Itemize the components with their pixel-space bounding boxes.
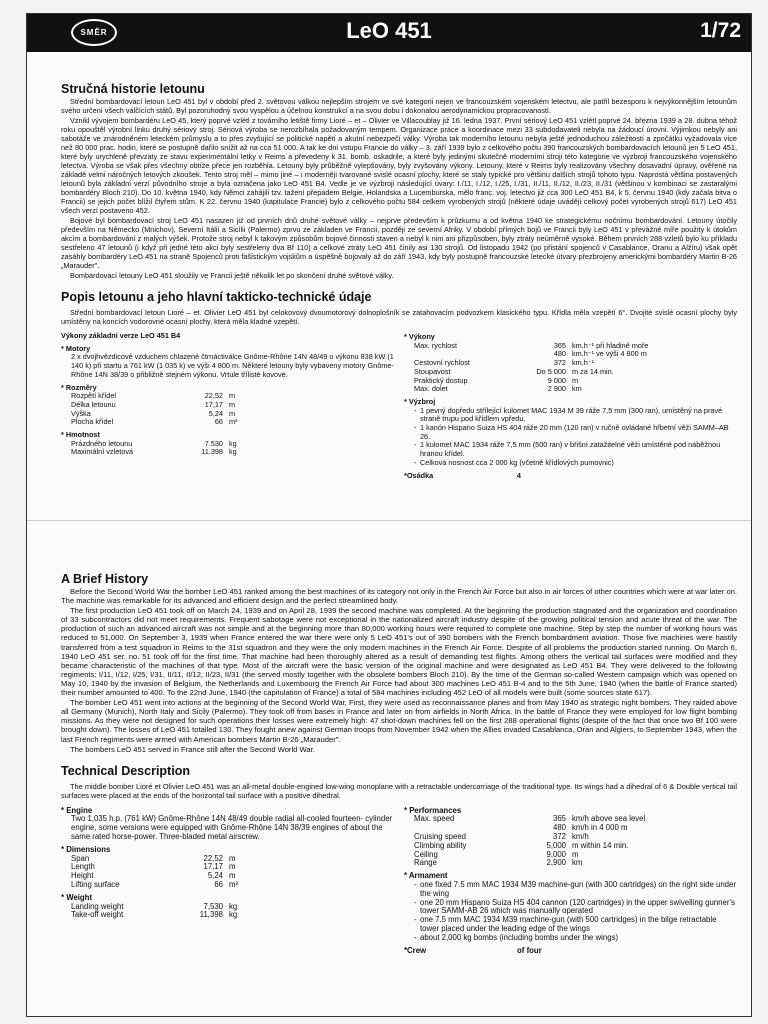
english-weights-title: * Weight [61, 894, 394, 903]
spec-row [61, 448, 394, 457]
czech-dims-title: * Rozměry [61, 384, 394, 393]
spec-label: Landing weight [71, 901, 124, 911]
list-item: - 1 kulomet MAC 1934 ráže 7,5 mm (500 ran) v břišní zatažitelné věži umístěné pod náběžnou hranou křídel. [414, 441, 737, 458]
spec-unit: kg [229, 447, 237, 457]
czech-specs-subheading: Výkony základní verze LeO 451 B4 [61, 331, 181, 340]
czech-specs-right [404, 329, 737, 480]
spec-label: Rozpětí křídel [71, 391, 117, 401]
spec-unit: m [229, 862, 236, 872]
spec-label: Cruising speed [414, 832, 467, 842]
spec-value: 22,52 [203, 853, 223, 863]
spec-value: 66 [214, 880, 223, 890]
spec-value: 480 [552, 823, 566, 833]
spec-row [404, 842, 737, 851]
spec-label: Max. dolet [414, 384, 448, 394]
spec-row [61, 863, 394, 872]
spec-value: 7,530 [203, 901, 223, 911]
spec-unit: kg [229, 910, 238, 920]
english-technical [61, 764, 737, 956]
spec-unit: m [229, 871, 236, 881]
spec-label: Height [71, 871, 94, 881]
crew-value: of four [517, 945, 542, 955]
spec-label: Plocha křídel [71, 417, 114, 427]
czech-perf-title: * Výkony [404, 333, 737, 342]
model-scale: 1/72 [700, 19, 741, 42]
spec-value: 66 [214, 417, 223, 427]
czech-crew-row [404, 472, 737, 481]
spec-unit: km.h⁻¹ při hladině moře [572, 340, 649, 350]
spec-label: Climbing ability [414, 840, 467, 850]
spec-row [404, 859, 737, 868]
spec-row [61, 881, 394, 890]
spec-value: Do 5 000 [536, 366, 566, 376]
spec-value: 17,17 [204, 399, 223, 409]
english-perf-title: * Performances [404, 807, 737, 816]
spec-value: 5,24 [208, 408, 223, 418]
spec-unit: m [229, 399, 236, 409]
spec-value: 5,000 [546, 840, 566, 850]
english-history-heading: A Brief History [61, 572, 149, 586]
spec-row [61, 855, 394, 864]
spec-unit: km.h⁻¹ ve výši 4 800 m [572, 349, 647, 359]
spec-label: Délka letounu [71, 399, 116, 409]
spec-value: 5,24 [207, 871, 223, 881]
spec-value: 9,000 [546, 849, 566, 859]
spec-label: Take-off weight [71, 910, 124, 920]
czech-weights-title: * Hmotnost [61, 431, 394, 440]
czech-engine-text: 2 x dvojhvězdicové vzduchem chlazené čtrnáctiválce Gnôme-Rhône 14N 48/49 o výkonu 838 kW (1 140 k) při startu a 761 kW (1 035 k) ve výši 4 800 m. Některé letouny byly vybaveny motory Gnôme-Rhône 14N 38/39 o přibližně stejném výkonu. Vrtule třílisté kovové. [71, 352, 394, 379]
czech-history-heading: Stručná historie letounu [61, 82, 205, 96]
logo-text: SMĚR [80, 28, 108, 37]
czech-section [61, 58, 737, 480]
list-item: - 1 pevný dopředu střílející kulomet MAC 1934 M 39 ráže 7,5 mm (300 ran), umístěný na pravé straně trupu pod křídlem vpředu. [414, 407, 737, 424]
english-history-paragraph: The bombers LeO 451 served in France still after the Second World War. [70, 744, 315, 754]
spec-value: 7.530 [204, 438, 223, 448]
spec-unit: m² [229, 880, 239, 890]
spec-value: 2 900 [547, 384, 566, 394]
spec-label: Prázdného letounu [71, 438, 133, 448]
english-arm-title: * Armament [404, 872, 737, 881]
spec-value: 22,52 [204, 391, 223, 401]
english-technical-intro: The middle bomber Lioré et Olivier LeO 451 was an all-metal double-engined low-wing monoplane with a retractable undercarriage of the traditional type. Its wings had a dihedral of 6 & Double vertical tail surfaces were placed at the ends of the horizontal tail surface with a positive dihedral. [61, 781, 737, 800]
spec-unit: kg [229, 901, 238, 911]
english-specs-right [404, 803, 737, 956]
spec-value: 480 [553, 349, 566, 359]
spec-label: Praktický dostup [414, 375, 468, 385]
list-item: - about 2,000 kg bombs (including bombs under the wings) [414, 934, 737, 943]
spec-label: Cestovní rychlost [414, 358, 470, 368]
spec-row [404, 385, 737, 394]
crew-label: * Crew [407, 945, 427, 955]
spec-value: 2,900 [546, 858, 566, 868]
spec-value: 365 [552, 814, 566, 824]
english-dims-title: * Dimensions [61, 846, 394, 855]
spec-value: 11.398 [201, 447, 223, 457]
czech-specs [61, 329, 737, 480]
spec-label: Max. rychlost [414, 340, 457, 350]
spec-unit: m within 14 min. [572, 840, 629, 850]
english-technical-heading: Technical Description [61, 763, 190, 778]
header-bar [27, 14, 751, 52]
spec-label: Lifting surface [71, 880, 120, 890]
spec-unit: m za 14 min. [572, 366, 614, 376]
crew-value: 4 [516, 470, 521, 480]
english-history [61, 572, 737, 754]
spec-row [404, 359, 737, 368]
czech-history-paragraph: Vznikl vývojem bombardéru LeO 45, který poprvé vzlétl z továrního letiště firmy Lioré – et – Olivier ve Villacoublay již 16. ledna 1937. První sériový LeO 451 vzlétl poprvé 24. března 1939 a 28. dubna téhož roku opouštěl výrobní linku druhý sériový stroj. Sériová výroba se nerozbíhala požadovaným tempem. Organizace práce a koordinace mezi 33 subdodavateli nebyla na žádoucí úrovni. Výjimkou nebyly ani sabotáže ve znárodněném leteckém průmyslu a to přes zvyšující se politické napětí a akutní nebezpečí války. Výroba tak moderního letounu nebyla ještě jednoduchou záležitostí a zpočátku vyžadovala více než 80 000 prac. hodin, které se postupně dařilo snížit až na cca 51 000. A tak ke dni vstupu Francie do války – 3. září 1939 bylo z celkového počtu 390 francouzských bombardovacích letounů jen 5 LeO 451, které byly urychleně převzaty ze stavu experimentální letky v Reims a převedeny k 31. bomb. oskadrile, a které byly jedinými skutečně moderními stroji této kategorie ve výzbroji francouzského vojenského letectva. Výroba se však přes všechny obtíže přece jen rozběhla. Letouny byly průběžně vylepšovány, byly zvyšovány výkony. Letouny, které v Reims byly realizovány všechny dosavadní úpravy, ověřené na základě velmi náročných letových zkoušek. Tento stroj měl – mimo jiné – i moderněji tvarované svislé ocasní plochy, které se staly typické pro většinu dalších strojů tohoto typu. Naprostá většina postavených letounů byla základní verzí původního stroje a byla označena jako LeO 451 B4. Vedle je ve výzbroji následující úvary: I./11, I./12, I./25, I./31, II./11, II./12, II./23, II./31 (většinou v kombinaci se zastaralými bombardéry Bloch 210). Do 10. května 1940, kdy Němci zahájili tzv. tažení přepadem Belgie, Holandska a Lucemburska, mělo franc. voj. letectvo již cca 300 LeO 451 B4, k 5. červnu 1940 (kdy začala bitva o Francii) se jejich počet blížil čtyřem stům. K 22. červnu 1940 (kapitulace Francie) bylo z celkového počtu 584 celkem vyrobených strojů (některé údaje uvádějí celkový počet vyrobených strojů 617) LeO 451 všech verzí postaveno 452. [61, 116, 737, 215]
instruction-sheet [26, 13, 752, 1017]
spec-row [404, 377, 737, 386]
list-item: - one 7.5 mm MAC 1934 M39 machine-gun (with 500 cartridges) in the bilge retractable tower placed under the leading edge of the wings [414, 916, 737, 934]
english-crew-row [404, 947, 737, 956]
fold-line [27, 520, 751, 521]
czech-history-paragraph: Střední bombardovací letoun LeO 451 byl v období před 2. světovou válkou nejlepším strojem ve své kategorii nejen ve francouzském vojenském letectvu, ale patřil bezesporu k nejvýkonnějším letounům svého určení všech válčících států. Byl pozoruhodný svou vyspělou a účelnou konstrukcí a na svou dobu i dokonalou aerodynamickou propracovaností. [61, 97, 737, 115]
english-history-paragraph: The first production LeO 451 took off on March 24, 1939 and on April 28, 1939 the second machine was completed. At the beginning the production stagnated and the organization and coordination of 33 subcontractors did not meet requirements. Frequent sabotage were not exceptional in the nationalized aircraft industry despite of the growing political tension and acute threat of the war. The production of such an advanced aircraft was not simple and at the beginning more than 80,000 working hours were required to complete one machine. Step by step the number of working hours was reduced to 51,000. On September 3, 1939 when France entered the war there were only 5 LeO 451's out of 390 bombers with the French bombardment aviation. Those five machines were hastily transferred from a test squadron in Reims to the 31st squadron and they were the only modern machines in the French Air Force. Despite of all problems the production started running. On March 6, 1940 LeO 451 ser. no. 51 took off for the first time. That machine had been thoroughly altered as a result of demanding test flights. Among others the vertical tail surfaces were modified and they became characteristic of the machines of that type. Most of the aircraft were the basic version of the original machine and were designated as LeO 451 B4. They were delivered to the following regiments: I/11, I/12, I/25, I/31, II/11, II/12, II/23, II/31 (the served mostly together with the obsolete bombers Bloch 210). By the time of the German so-called Western campaign which was opened on May 10, 1940 by the invasion of Belgium, the Netherlands and Luxembourg the French Air Force had about 300 machines LeO 451 B-4 and to the 5th June, 1940 (when the battle of France started) their number amounted to 400. To the 22nd June, 1940 (the capitulation of France) a total of 584 machines including 452 LeO of all models were built (some sources state 617). [61, 606, 737, 698]
list-item: - Celková nosnost cca 2 000 kg (včetně křídlových pumovnic) [414, 459, 737, 468]
spec-label: Range [414, 858, 437, 868]
english-engine-text: Two 1,035 h.p. (761 kW) Gnôme-Rhône 14N 48/49 double radial all-cooled fourteen- cylinder engine, some versions were equipped with Gnôme-Rhône 14N 38/39 engines of about the same rated horse-power. Three-bladed metal airscrew. [71, 814, 393, 842]
english-specs-left [61, 803, 394, 956]
spec-unit: km [572, 384, 582, 394]
list-item: - one 20 mm Hispano Suiza HS 404 cannon (120 cartridges) in the upper swivelling gunner's tower SAMM-AB 26 which was manually operated [414, 899, 737, 917]
crew-label: * Osádka [406, 470, 434, 480]
spec-unit: m² [229, 417, 238, 427]
spec-unit: m [572, 849, 579, 859]
czech-arm-title: * Výzbroj [404, 398, 737, 407]
spec-label: Stoupavost [414, 366, 451, 376]
spec-row [404, 851, 737, 860]
spec-unit: km [572, 858, 583, 868]
list-item: - one fixed 7.5 mm MAC 1934 M39 machine-gun (with 300 cartridges) on the right side under the wing [414, 881, 737, 899]
spec-unit: m [229, 853, 236, 863]
spec-row [404, 815, 737, 824]
spec-label: Length [71, 862, 95, 872]
spec-label: Max. speed [414, 814, 455, 824]
english-arm-list [404, 881, 737, 943]
spec-label: Výška [71, 408, 91, 418]
english-history-paragraph: The bomber LeO 451 went into actions at the beginning of the Second World War. First, they were used as reconnaissance planes and from May 1940 as strategic night bombers. They raided above all Germany (Munich), North Italy and Sicily (Palermo). They took off from bases in France and later on from airfields in North Africa. In the battle of France they were employed for low flight bombing missions. As they were not designed for such operations their losses were extremely high: 47 shot-down machines fell on the first 288 operational flights (despite of the fact that once two Bf 100 were brought down). The losses of LeO 451 totalled 130. They fought anew against German troops from November 1942 when the Allies invaded Casablanca, Oran and Algiers, to September 1943, when the last French regiments were armed with American bombers Martin B-26 „Marauder". [61, 698, 737, 744]
czech-specs-left [61, 329, 394, 480]
czech-history-paragraph: Bojové byl bombardovací stroj LeO 451 nasazen již od prvních dnů druhé světové války – nejprve především k průzkumu a od května 1940 ke strategickému nočnímu bombardování. Letouny útočily především na Německo (Mnichov), Severní Itálii a Sicílii (Palermo) zprvu ze základen ve Francii, později ze severní Afriky. V období přímých bojů ve Francii byly LeO 451 v převážné míře použity k útokům akcím a bombardování z malých výšek. Protože stroj nebyl k takovým způsobům bojové činnosti staven a nebyl k nim ani přizpůsoben, byly ztráty neúměrně vysoké. Během prvních 288 vzletů bylo ku příkladu sestřeleno 47 letounů (i když při jedné této akci byly sestřeleny dva Bf 110) a celkové ztráty LeO 451 činily asi 130 strojů. Od listopadu 1942 (po přistání spojenců v Casablance, Oranu a Alžíru) však opět zasáhly bombardéry LeO 451 na straně Spojenců proti fašistickým vojskům a úspěšně bojovaly až do září 1943, kdy byly postupně francouzské letecké útvary přezbrojeny americkými bombardéry Martin B-26 „Marauder". [61, 216, 737, 270]
czech-arm-list [404, 407, 737, 468]
spec-unit: m [229, 391, 236, 401]
spec-unit: m [572, 375, 579, 385]
spec-value: 372 [553, 358, 566, 368]
czech-history-paragraph: Bombardovací letouny LeO 451 sloužily ve Francii ještě několik let po skončení druhé světové války. [70, 271, 394, 280]
spec-row [61, 418, 394, 427]
english-specs [61, 803, 737, 956]
spec-label: Span [71, 853, 90, 863]
english-history-paragraph: Before the Second World War the bomber LeO 451 ranked among the best machines of its category not only in the French Air Force but also in air forces of other countries which were at war later on. The machine was remarkable for its advanced and efficient design and the perfect streamlined body. [61, 587, 737, 606]
spec-label: Maximální vzletová [71, 447, 134, 457]
spec-unit: km.h⁻¹ [572, 358, 595, 368]
spec-value: 11,398 [199, 910, 223, 920]
czech-engine-title: * Motory [61, 345, 394, 354]
list-item: - 1 kanón Hispano Suiza HS 404 ráže 20 mm (120 ran) v ručně ovládané hřbetní věži SAMM–AB 26. [414, 424, 737, 441]
english-section [61, 564, 737, 955]
spec-row [61, 401, 394, 410]
czech-description [61, 290, 737, 480]
model-title: LeO 451 [346, 18, 432, 43]
spec-row [61, 911, 394, 920]
spec-row [404, 342, 737, 351]
czech-description-heading: Popis letounu a jeho hlavní takticko-technické údaje [61, 290, 372, 304]
english-engine-title: * Engine [61, 807, 394, 816]
spec-unit: km/h [572, 832, 589, 842]
spec-unit: km/h in 4 000 m [572, 823, 628, 833]
spec-value: 365 [553, 340, 566, 350]
spec-label: Ceiling [414, 849, 438, 859]
spec-unit: kg [229, 438, 237, 448]
spec-value: 9 000 [547, 375, 566, 385]
czech-description-intro: Střední bombardovací letoun Lioré – et. Olivier LeO 451 byl celokovový dvoumotorový dolnoplošník se zatahovacím podvozkem klasického typu. Křídla měla vzepětí 6°. Dvojité svislé ocasní plochy byly umístěny na koncích vodorovné ocasní plochy, která měla kladné vzepětí. [61, 308, 737, 326]
spec-unit: m [229, 408, 236, 418]
czech-history [61, 82, 737, 280]
spec-value: 372 [552, 832, 566, 842]
spec-unit: km/h above sea level [572, 814, 646, 824]
spec-value: 17,17 [203, 862, 223, 872]
